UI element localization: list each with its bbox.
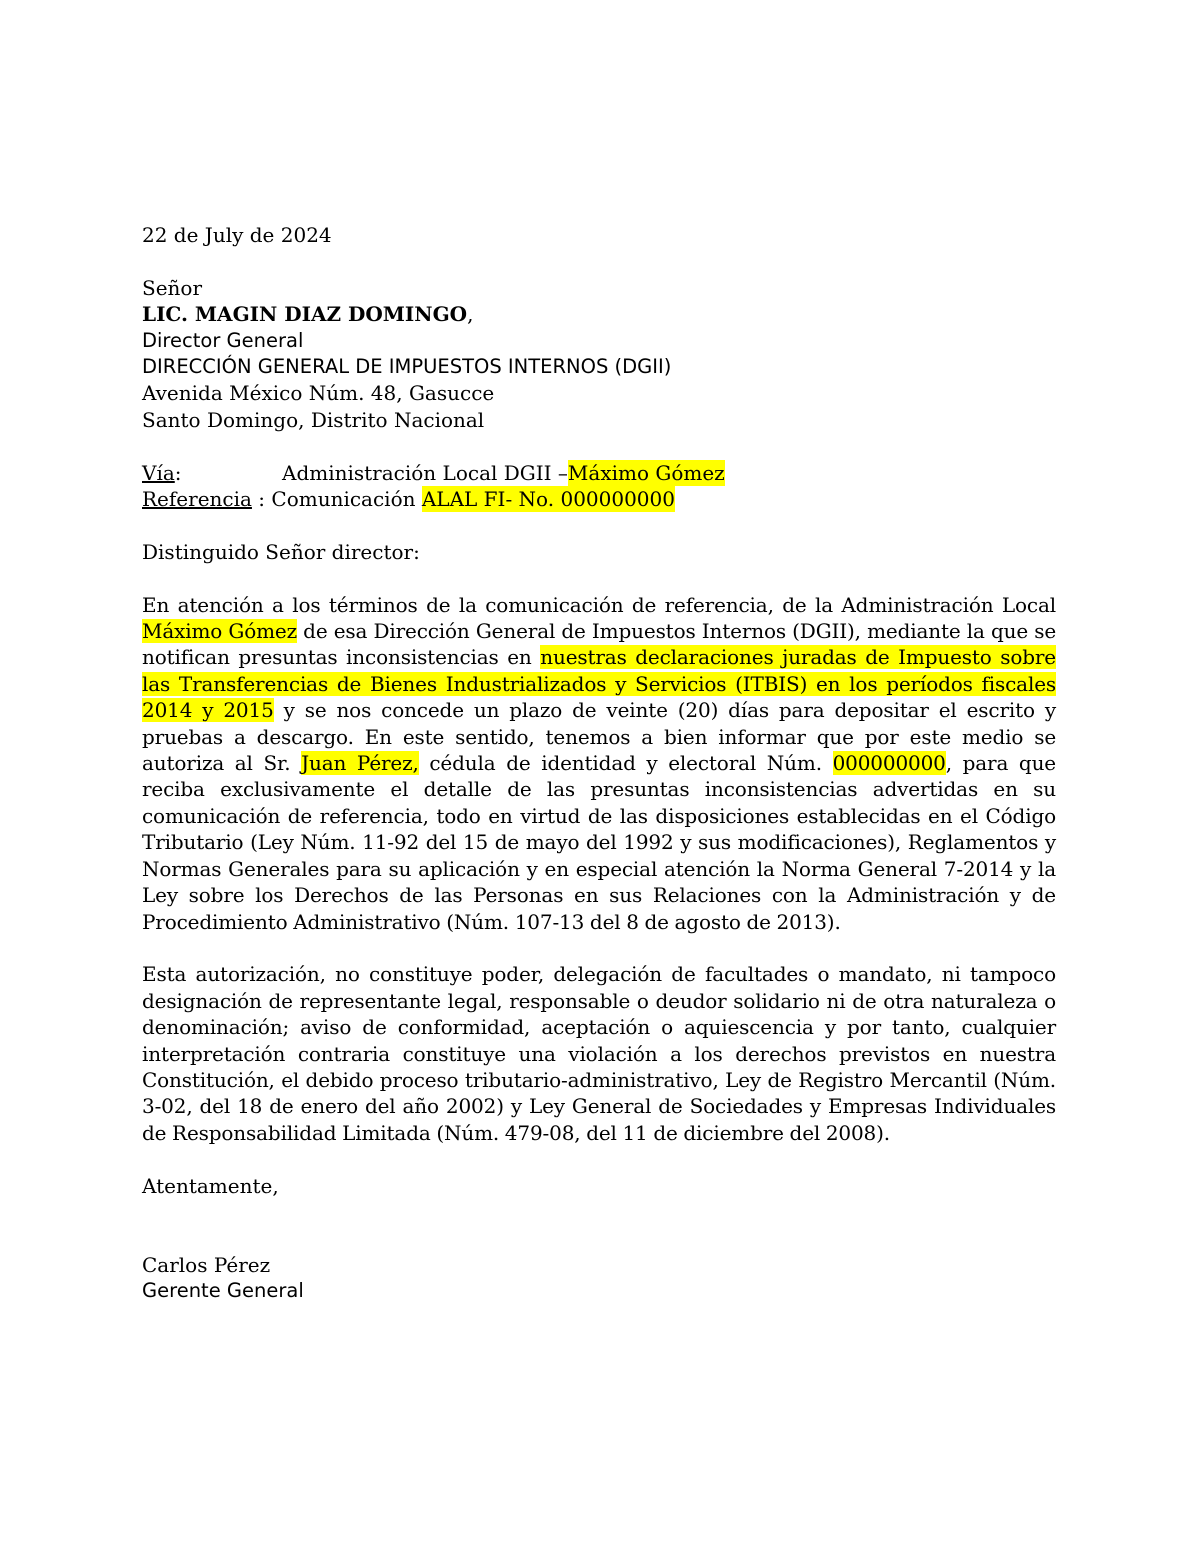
address-line-2: Santo Domingo, Distrito Nacional	[142, 407, 485, 432]
via-text: Administración Local DGII –	[282, 460, 568, 485]
via-colon: :	[174, 460, 182, 485]
recipient-org: DIRECCIÓN GENERAL DE IMPUESTOS INTERNOS (DGII)	[142, 355, 672, 379]
p1-segment-5: , para que reciba exclusivamente el detalle de las presuntas inconsistencias advertidas en su comunicación de referencia, todo en virtud de las disposiciones establecidas en el Código Tributario (Ley Núm. 11-92 del 15 de mayo del 1992 y sus modificaciones), Reglamentos y Normas Generales para su aplicación y en especial atención la Norma General 7-2014 y la Ley sobre los Derechos de las Personas en sus Relaciones con la Administración y de Procedimiento Administrativo (Núm. 107-13 del 8 de agosto de 2013).	[142, 751, 1056, 934]
signer-title: Gerente General	[142, 1279, 304, 1303]
recipient-name: LIC. MAGIN DIAZ DOMINGO	[142, 302, 468, 327]
recipient-name-line	[142, 301, 1056, 327]
letter-date: 22 de July de 2024	[142, 223, 332, 247]
paragraph-1	[142, 592, 1056, 935]
p1-highlight-person: Juan Pérez,	[301, 751, 419, 776]
letter-body	[142, 222, 1056, 1305]
p1-highlight-location: Máximo Gómez	[142, 619, 297, 644]
ref-colon: :	[251, 487, 272, 512]
ref-label-wrap	[142, 486, 271, 512]
recipient-position: Director General	[142, 328, 304, 352]
p1-segment-4: cédula de identidad y electoral Núm.	[418, 751, 833, 776]
ref-text: Comunicación	[271, 487, 422, 512]
paragraph-2: Esta autorización, no constituye poder, delegación de facultades o mandato, ni tampoco designación de representante legal, responsable o deudor solidario ni de otra naturaleza o denominación; aviso de conformidad, aceptación o aquiescencia y por tanto, cualquier interpretación contraria constituye una violación a los derechos previstos en nuestra Constitución, el debido proceso tributario-administrativo, Ley de Registro Mercantil (Núm. 3-02, del 18 de enero del año 2002) y Ley General de Sociedades y Empresas Individuales de Responsabilidad Limitada (Núm. 479-08, del 11 de diciembre del 2008).	[142, 962, 1056, 1145]
signer-name: Carlos Pérez	[142, 1252, 271, 1277]
salutation-title: Señor	[142, 275, 203, 300]
via-label: Vía	[142, 460, 175, 485]
p1-segment-2: de esa Dirección General de Impuestos Internos (DGII), mediante la que se notifican presuntas inconsistencias en	[142, 619, 1057, 670]
recipient-name-suffix: ,	[467, 302, 474, 327]
closing: Atentamente,	[142, 1173, 279, 1198]
via-highlight: Máximo Gómez	[567, 460, 725, 485]
p1-segment-3: y se nos concede un plazo de veinte (20) días para depositar el escrito y pruebas a descargo. En este sentido, tenemos a bien informar que por este medio se autoriza al Sr.	[142, 698, 1056, 776]
ref-highlight: ALAL FI- No. 000000000	[421, 487, 675, 512]
ref-label: Referencia	[142, 487, 252, 512]
p1-highlight-declarations: nuestras declaraciones juradas de Impuesto sobre las Transferencias de Bienes Industrializados y Servicios (ITBIS) en los períodos fiscales 2014 y 2015	[142, 645, 1056, 723]
p1-segment-1: En atención a los términos de la comunicación de referencia, de la Administración Local	[142, 592, 1056, 617]
reference-line	[142, 486, 1056, 512]
greeting: Distinguido Señor director:	[142, 539, 420, 564]
via-label-wrap	[142, 460, 282, 486]
p1-highlight-id-number: 000000000	[832, 751, 946, 776]
via-line	[142, 460, 1056, 486]
address-line-1: Avenida México Núm. 48, Gasucce	[142, 381, 495, 406]
